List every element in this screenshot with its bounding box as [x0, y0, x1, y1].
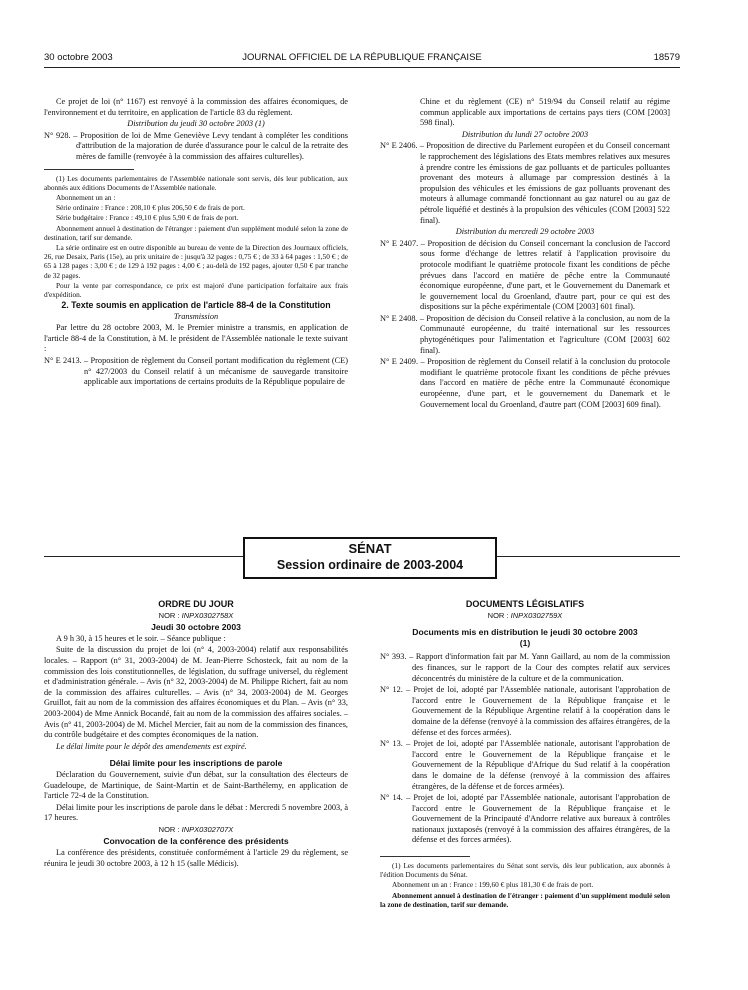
nor-reference-2: NOR : INPX0302707X — [158, 824, 234, 834]
senat-footnote: (1) Les documents parlementaires du Sénat sont servis, dès leur publication, aux abonnés à l'édition Documents du Sénat. — [380, 861, 670, 880]
mail-order-note: Pour la vente par correspondance, ce prix est majoré d'une participation forfaitaire aux frais d'expédition. — [44, 280, 348, 299]
footnote-separator-2 — [380, 856, 470, 857]
senat-session-box — [243, 537, 497, 579]
document-entry-13: N° 13. – Projet de loi, adopté par l'Assemblée nationale, autorisant l'approbation de l'accord entre le Gouvernement de la République française et le Gouvernement de la République d'Afrique du Sud relatif à la coopération dans le domaine de la défense (renvoyé à la commission des affaires étrangères, de la défense et de forces armées). — [380, 739, 670, 791]
document-entry-e2408: N° E 2408. – Proposition de décision du Conseil relative à la conclusion, au nom de la Communauté européenne, du traité international sur les ressources phytogénétiques pour l'alimentation et l'agriculture (COM [2003] 602 final). — [380, 313, 670, 355]
distribution-heading-27: Distribution du lundi 27 octobre 2003 — [461, 129, 589, 139]
distribution-heading-29: Distribution du mercredi 29 octobre 2003 — [455, 227, 595, 237]
seance-line: A 9 h 30, à 15 heures et le soir. – Séance publique : — [56, 633, 226, 643]
speaking-deadline-text: Délai limite pour les inscriptions de parole dans le débat : Mercredi 5 novembre 2003, à 17 heures. — [44, 802, 348, 823]
page-header — [44, 52, 680, 66]
nor-reference: NOR : INPX0302758X — [158, 610, 234, 620]
speaking-deadline-heading: Délai limite pour les inscriptions de parole — [109, 758, 283, 769]
senat-title: SÉNAT — [348, 541, 392, 556]
section-title-88-4: 2. Texte soumis en application de l'article 88-4 de la Constitution — [61, 300, 331, 311]
document-entry-e2406: N° E 2406. – Proposition de directive du Parlement européen et du Conseil concernant le rapprochement des législations des Etats membres relatives aux mesures à prendre contre les émissions de gaz polluants et de particules polluantes provenant des moteurs à allumage par compression destinés à la propulsion des véhicules et les émissions de gaz polluants provenant des moteurs à allumage commandé fonctionnant au gaz naturel ou au gaz de pétrole liquéfié et destinés à la propulsion des véhicules (COM [2003] 522 final). — [380, 141, 670, 225]
page-number: 18579 — [653, 52, 680, 63]
nor-code-2: INPX0302707X — [181, 824, 234, 834]
bottom-left-column — [44, 599, 348, 870]
document-entry-393: N° 393. – Rapport d'information fait par M. Yann Gaillard, au nom de la commission des finances, sur le rapport de la Cour des comptes relatif aux services déconcentrés du ministère de la culture et de la communication. — [380, 652, 670, 683]
conference-heading: Convocation de la conférence des présidents — [103, 836, 289, 847]
ordre-du-jour-heading: ORDRE DU JOUR — [158, 599, 234, 609]
nor-reference-3: NOR : INPX0302759X — [487, 610, 563, 620]
e2413-continuation: Chine et du règlement (CE) n° 519/94 du Conseil relatif au régime commun applicable aux importations de certains pays tiers (COM [2003] 598 final). — [420, 97, 670, 128]
document-entry-12: N° 12. – Projet de loi, adopté par l'Assemblée nationale, autorisant l'approbation de l'accord entre le Gouvernement de la République française et le Gouvernement de la République Argentine relatif à la coopération dans le domaine de la défense (renvoyé à la commission des affaires étrangères, de la défense et des forces armées). — [380, 685, 670, 737]
transmission-heading: Transmission — [173, 311, 219, 321]
document-entry-14: N° 14. – Projet de loi, adopté par l'Assemblée nationale, autorisant l'approbation de l'accord entre le Gouvernement de la République française et le Gouvernement de la Principauté d'Andorre relative aux bureaux à contrôles nationaux juxtaposés (renvoyé à la commission des affaires étrangères, de la défense et des forces armées). — [380, 793, 670, 845]
session-title: Session ordinaire de 2003-2004 — [276, 558, 464, 572]
footnote-separator — [44, 169, 134, 170]
agenda-text: Suite de la discussion du projet de loi (n° 4, 2003-2004) relatif aux responsabilités locales. – Rapport (n° 31, 2003-2004) de M. Jean-Pierre Schosteck, fait au nom de la commission des lois constitutionnelles, de législation, du suffrage universel, du règlement et d'administration générale. – Avis (n° 32, 2003-2004) de M. Philippe Richert, fait au nom de la commission des affaires culturelles. – Avis (n° 34, 2003-2004) de M. Georges Gruillot, fait au nom de la commission des affaires économiques et du Plan. – Avis (n° 33, 2003-2004) de Mme Annick Bocandé, fait au nom de la commission des affaires sociales. – Avis (n° 41, 2003-2004) de M. Michel Mercier, fait au nom de la commission des finances, du contrôle budgétaire et des comptes économiques de la nation. — [44, 645, 348, 740]
amendment-deadline: Le délai limite pour le dépôt des amendements est expiré. — [56, 741, 247, 751]
document-entry-e2409: N° E 2409. – Proposition de règlement du Conseil relatif à la conclusion du protocole modifiant le quatrième protocole fixant les conditions de pêche prévues dans l'accord en matière de pêche entre la Communauté économique européenne, d'une part, et le gouvernement du Danemark et le Gouvernement local du Groenland, d'autre part (COM [2003] 609 final). — [380, 357, 670, 409]
header-date: 30 octobre 2003 — [44, 52, 113, 63]
header-title: JOURNAL OFFICIEL DE LA RÉPUBLIQUE FRANÇAISE — [242, 52, 482, 63]
header-rule — [44, 67, 680, 68]
serie-ordinaire: Série ordinaire : France : 208,10 € plus 206,50 € de frais de port. — [56, 203, 245, 213]
document-entry-928: N° 928. – Proposition de loi de Mme Geneviève Levy tendant à compléter les conditions d'attribution de la majoration de durée d'assurance pour le calcul de la retraite des mères de famille (renvoyée à la commission des affaires culturelles). — [44, 130, 348, 161]
foreign-subscription: Abonnement annuel à destination de l'étranger : paiement d'un supplément modulé selon la zone de destination, tarif sur demande. — [44, 223, 348, 242]
serie-budgetaire: Série budgétaire : France : 49,10 € plus 5,90 € de frais de port. — [56, 213, 239, 223]
renvoi-paragraph: Ce projet de loi (n° 1167) est renvoyé à la commission des affaires économiques, de l'environnement et du territoire, en application de l'article 83 du règlement. — [44, 97, 348, 117]
sale-prices: La série ordinaire est en outre disponible au bureau de vente de la Direction des Journaux officiels, 26, rue Desaix, Paris (15e), au prix unitaire de : jusqu'à 32 pages : 0,75 € ; de 33 à 64 pages : 1,50 € ; de 65 à 128 pages : 3,00 € ; de 129 à 192 pages : 4,00 € ; au-delà de 192 pages, ajouter 0,50 € par tranche de 32 pages. — [44, 242, 348, 280]
top-left-column — [44, 97, 348, 389]
transmission-letter: Par lettre du 28 octobre 2003, M. le Premier ministre a transmis, en application de l'article 88-4 de la Constitution, à M. le président de l'Assemblée nationale le texte suivant : — [44, 323, 348, 354]
conference-text: La conférence des présidents, constituée conformément à l'article 29 du règlement, se réunira le jeudi 30 octobre 2003, à 12 h 15 (salle Médicis). — [44, 848, 348, 868]
documents-legislatifs-heading: DOCUMENTS LÉGISLATIFS — [465, 599, 585, 609]
senat-foreign-subscription: Abonnement annuel à destination de l'étranger : paiement d'un supplément modulé selon la zone de destination, tarif sur demande. — [380, 890, 670, 909]
nor-code-3: INPX0302759X — [510, 610, 563, 620]
bottom-right-column — [380, 599, 670, 910]
day-heading: Jeudi 30 octobre 2003 — [151, 622, 241, 633]
footnote: (1) Les documents parlementaires de l'Assemblée nationale sont servis, dès leur publication, aux abonnés aux éditions Documents de l'Assemblée nationale. — [44, 173, 348, 192]
top-right-column — [380, 97, 670, 411]
document-entry-e2413: N° E 2413. – Proposition de règlement du Conseil portant modification du règlement (CE) n° 427/2003 du Conseil relatif à un mécanisme de sauvegarde transitoire applicable aux importations de certains produits de la République populaire de — [44, 356, 348, 387]
government-declaration: Déclaration du Gouvernement, suivie d'un débat, sur la consultation des électeurs de Guadeloupe, de Martinique, de Saint-Martin et de Saint-Barthélemy, en application de l'article 72-4 de la Constitution. — [44, 769, 348, 801]
nor-code: INPX0302758X — [181, 610, 234, 620]
subscription-label: Abonnement un an : — [56, 192, 116, 202]
senat-subscription: Abonnement un an : France : 199,60 € plus 181,30 € de frais de port. — [392, 880, 594, 890]
distribution-heading-senat: Documents mis en distribution le jeudi 30 octobre 2003 (1) — [412, 627, 638, 648]
distribution-heading: Distribution du jeudi 30 octobre 2003 (1) — [127, 119, 265, 129]
document-entry-e2407: N° E 2407. – Proposition de décision du Conseil concernant la conclusion de l'accord sous forme d'échange de lettres relatif à l'application provisoire du protocole modifiant le quatrième protocole fixant les conditions de pêche prévues dans l'accord en matière de pêche entre la Communauté économique européenne, d'une part, et le Gouvernement du Danemark et le gouvernement local du Groenland, d'autre part, pour ce qui est des dispositions sur la pêche expérimentale (COM [2003] 601 final). — [380, 238, 670, 312]
